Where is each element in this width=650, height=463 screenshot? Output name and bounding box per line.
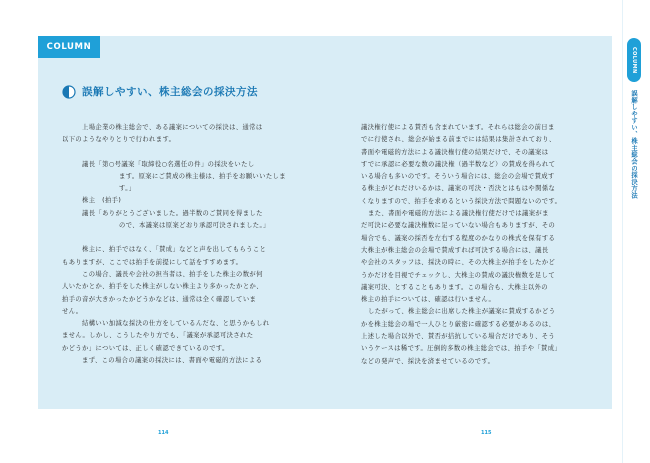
- dialogue-line: ます。原案にご賛成の株主様は、拍手をお願いいたしま: [119, 172, 286, 180]
- heading-text: 誤解しやすい、株主総会の採決方法: [82, 86, 258, 98]
- paragraph-line: もありますが、ここでは拍手を前提にして話をすすめます。: [62, 258, 243, 266]
- paragraph-line: かを株主総会の場で一人ひとり厳密に確認する必要があるのは、: [361, 320, 556, 328]
- left-column: [62, 122, 294, 367]
- paragraph-line: いうケースは稀です。圧倒的多数の株主総会では、拍手や「賛成」: [361, 345, 562, 353]
- paragraph-line: 以下のようなやりとりで行われます。: [62, 136, 176, 144]
- paragraph-line: 株主に、拍手ではなく、「賛成」などと声を出してもらうこと: [82, 246, 267, 254]
- paragraph-line: せん。: [62, 307, 83, 315]
- right-column: [361, 122, 589, 368]
- paragraph-line: 書面や電磁的方法による議決権行使の結果だけで、その議案は: [361, 148, 549, 156]
- dialogue-line: す。」: [119, 185, 136, 193]
- paragraph-line: 結構いい加減な採決の仕方をしているんだな、と思うかもしれ: [82, 320, 270, 328]
- half-circle-icon: [62, 85, 76, 99]
- paragraph-line: 場合でも、議案の採否を左右する程度のかなりの株式を保有する: [361, 234, 556, 242]
- dialogue-line: 議長「ありがとうございました。過半数のご賛同を得ました: [82, 209, 263, 217]
- dialogue-line: 株主 (拍手): [82, 197, 122, 205]
- paragraph-line: でに行使され、総会が始まる前までには結果は集計されており、: [361, 136, 556, 144]
- paragraph-line: 上述した場合以外で、賛否が拮抗している場合だけであり、そう: [361, 333, 556, 341]
- column-label: COLUMN: [38, 36, 100, 58]
- paragraph-line: ません。しかし、こうしたやり方でも、「議案が承認可決された: [62, 332, 254, 340]
- paragraph-line: また、書面や電磁的方法による議決権行使だけでは議案がま: [368, 210, 549, 218]
- side-title: 誤解しやすい、株主総会の採決方法: [630, 90, 637, 199]
- paragraph-line: や会社のスタッフは、採決の時に、その大株主が拍手をしたかど: [361, 259, 556, 267]
- paragraph-line: だ可決に必要な議決権数に足っていない場合もありますが、その: [361, 222, 556, 230]
- paragraph-line: などの発声で、採決を済ませているのです。: [361, 357, 495, 365]
- paragraph-line: したがって、株主総会に出席した株主が議案に賛成するかどう: [368, 308, 556, 316]
- paragraph-line: まず、この場合の議案の採決には、書面や電磁的方法による: [82, 357, 263, 365]
- paragraph-line: 人いたかとか、拍手をした株主がしない株主より多かったかとか、: [62, 283, 263, 291]
- paragraph-line: うかだけを目視でチェックし、大株主の賛成の議決権数を足して: [361, 271, 556, 279]
- paragraph-line: 議決権行使による賛否も含まれています。それらは総会の前日ま: [361, 124, 555, 131]
- page-number-left: 114: [158, 430, 169, 436]
- page-number-right: 115: [481, 430, 492, 436]
- column-heading: [62, 84, 258, 99]
- dialogue-line: 議長「第○号議案「取締役○名選任の件」の採決をいたし: [82, 160, 255, 168]
- dialogue-line: ので、本議案は原案どおり承認可決されました。」: [119, 222, 270, 230]
- paragraph-line: かどうか」については、正しく確認できているのです。: [62, 344, 229, 352]
- paragraph-line: 大株主が株主総会の会場で賛成すれば可決する場合には、議長: [361, 246, 549, 254]
- paragraph-line: 上場企業の株主総会で、ある議案についての採決は、通常は: [82, 124, 263, 131]
- paragraph-line: 拍手の音が大きかったかどうかなどは、通常は全く確認していま: [62, 295, 257, 303]
- paragraph-line: いる場合も多いのです。そういう場合には、総会の会場で賛成す: [361, 173, 555, 181]
- side-divider: [622, 0, 623, 463]
- side-tab: [627, 38, 641, 82]
- paragraph-line: 議案可決、とすることもあります。この場合も、大株主以外の: [361, 283, 549, 291]
- paragraph-line: 株主の拍手については、確認は行いません。: [361, 296, 496, 304]
- side-tab-label: COLUMN: [631, 46, 637, 74]
- paragraph-line: る株主がどれだけいるかは、議案の可決・否決とはもはや関係な: [361, 185, 556, 193]
- paragraph-line: すでに承認に必要な数の議決権（過半数など）の賛成を得られて: [361, 160, 556, 168]
- paragraph-line: くなりますので、拍手を求めるという採決方法で問題ないのです。: [361, 197, 562, 205]
- paragraph-line: この場合、議長や会社の担当者は、拍手をした株主の数が何: [82, 270, 263, 278]
